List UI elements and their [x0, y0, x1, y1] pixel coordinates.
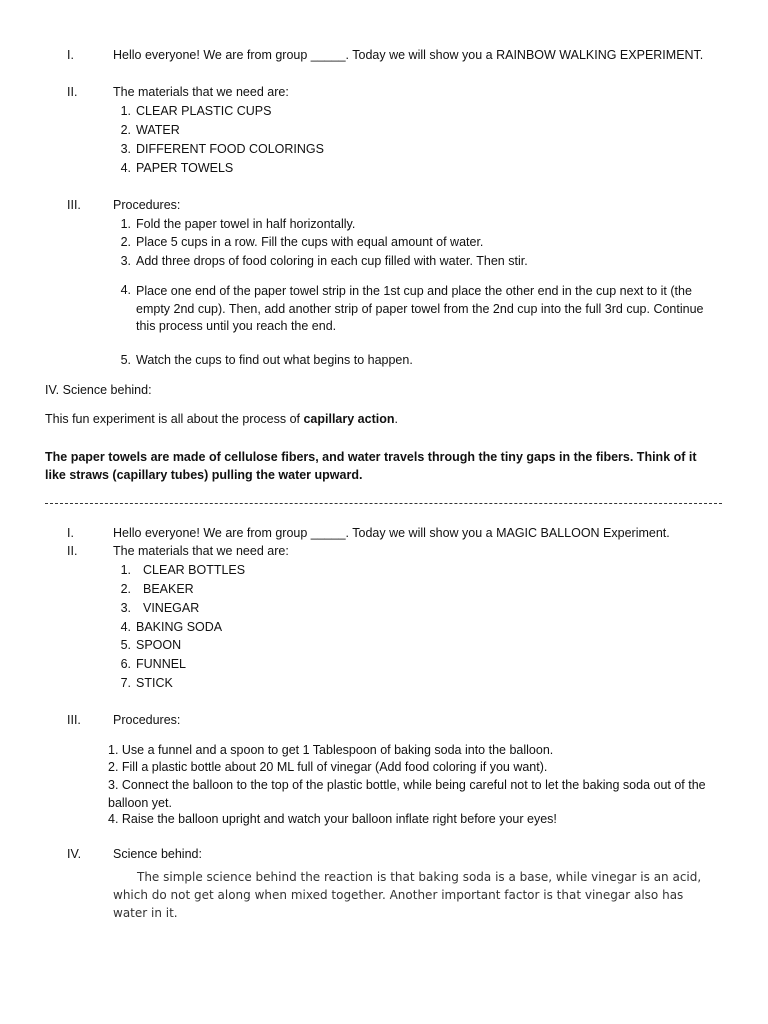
science-key-term: capillary action: [303, 412, 395, 426]
list-item: SPOON: [136, 638, 182, 652]
list-item: Place 5 cups in a row. Fill the cups with equal amount of water.: [136, 235, 484, 249]
list-item-number: 3.: [120, 601, 131, 615]
list-item: Fold the paper towel in half horizontally.: [136, 217, 356, 231]
list-item: BEAKER: [143, 582, 194, 596]
list-item-number: 4.: [120, 620, 131, 634]
procedure-step: 3. Connect the balloon to the top of the plastic bottle, while being careful not to let the baking soda out of the balloon yet.: [108, 778, 706, 810]
list-item-number: 4.: [120, 161, 131, 175]
list-item-number: 7.: [120, 676, 131, 690]
list-item: VINEGAR: [143, 601, 200, 615]
rainbow-materials-heading: The materials that we need are:: [113, 85, 289, 99]
list-item: PAPER TOWELS: [136, 161, 234, 175]
procedure-step: 4. Raise the balloon upright and watch your balloon inflate right before your eyes!: [108, 812, 557, 826]
balloon-procedures-heading: Procedures:: [113, 713, 181, 727]
science-line-suffix: .: [394, 412, 398, 426]
science-line-prefix: This fun experiment is all about the process of: [45, 412, 304, 426]
list-item: CLEAR BOTTLES: [143, 563, 246, 577]
list-item-number: 3.: [120, 254, 131, 268]
list-item-number: 4.: [120, 283, 131, 297]
list-item: FUNNEL: [136, 657, 187, 671]
list-item-number: 1.: [120, 217, 131, 231]
list-item-number: 5.: [120, 638, 131, 652]
balloon-materials-heading: The materials that we need are:: [113, 544, 289, 558]
balloon-science-numeral: IV.: [67, 847, 82, 861]
rainbow-science-line: [45, 412, 398, 426]
list-item-number: 5.: [120, 353, 131, 367]
list-item: Place one end of the paper towel strip in the 1st cup and place the other end in the cup next to it (the empty 2nd cup). Then, add another strip of paper towel from the 2nd cup into the full 3rd cup. Continue this process until you reach the end.: [136, 284, 704, 333]
list-item: WATER: [136, 123, 180, 137]
rainbow-procedures-heading: Procedures:: [113, 198, 181, 212]
procedure-step: 2. Fill a plastic bottle about 20 ML full of vinegar (Add food coloring if you want).: [108, 760, 548, 774]
list-item-number: 6.: [120, 657, 131, 671]
balloon-science-paragraph: The simple science behind the reaction is that baking soda is a base, while vinegar is an acid, which do not get along when mixed together. Another important factor is that vinegar also has water in it.: [113, 870, 702, 920]
procedure-step: 1. Use a funnel and a spoon to get 1 Tablespoon of baking soda into the balloon.: [108, 743, 554, 757]
rainbow-procedures-numeral: III.: [67, 198, 81, 212]
list-item: Add three drops of food coloring in each cup filled with water. Then stir.: [136, 254, 528, 268]
balloon-procedures-numeral: III.: [67, 713, 81, 727]
list-item-number: 3.: [120, 142, 131, 156]
list-item: CLEAR PLASTIC CUPS: [136, 104, 272, 118]
list-item-number: 2.: [120, 123, 131, 137]
balloon-intro-numeral: I.: [67, 526, 74, 540]
list-item: DIFFERENT FOOD COLORINGS: [136, 142, 324, 156]
balloon-science-heading: Science behind:: [113, 847, 202, 861]
balloon-intro-text: Hello everyone! We are from group _____. Today we will show you a MAGIC BALLOON Experiment.: [113, 526, 670, 540]
list-item-number: 2.: [120, 235, 131, 249]
balloon-materials-numeral: II.: [67, 544, 78, 558]
rainbow-intro-numeral: I.: [67, 48, 74, 62]
list-item-number: 1.: [120, 104, 131, 118]
list-item-number: 1.: [120, 563, 131, 577]
list-item: STICK: [136, 676, 173, 690]
list-item: Watch the cups to find out what begins to happen.: [136, 353, 413, 367]
list-item-number: 2.: [120, 582, 131, 596]
rainbow-materials-numeral: II.: [67, 85, 78, 99]
section-divider: [45, 503, 722, 504]
list-item: BAKING SODA: [136, 620, 223, 634]
rainbow-science-paragraph: The paper towels are made of cellulose fibers, and water travels through the tiny gaps in the fibers. Think of it like straws (capillary tubes) pulling the water upward.: [45, 450, 697, 482]
rainbow-intro-text: Hello everyone! We are from group _____. Today we will show you a RAINBOW WALKING EXPERIMENT.: [113, 48, 704, 62]
rainbow-science-heading: IV. Science behind:: [45, 383, 152, 397]
